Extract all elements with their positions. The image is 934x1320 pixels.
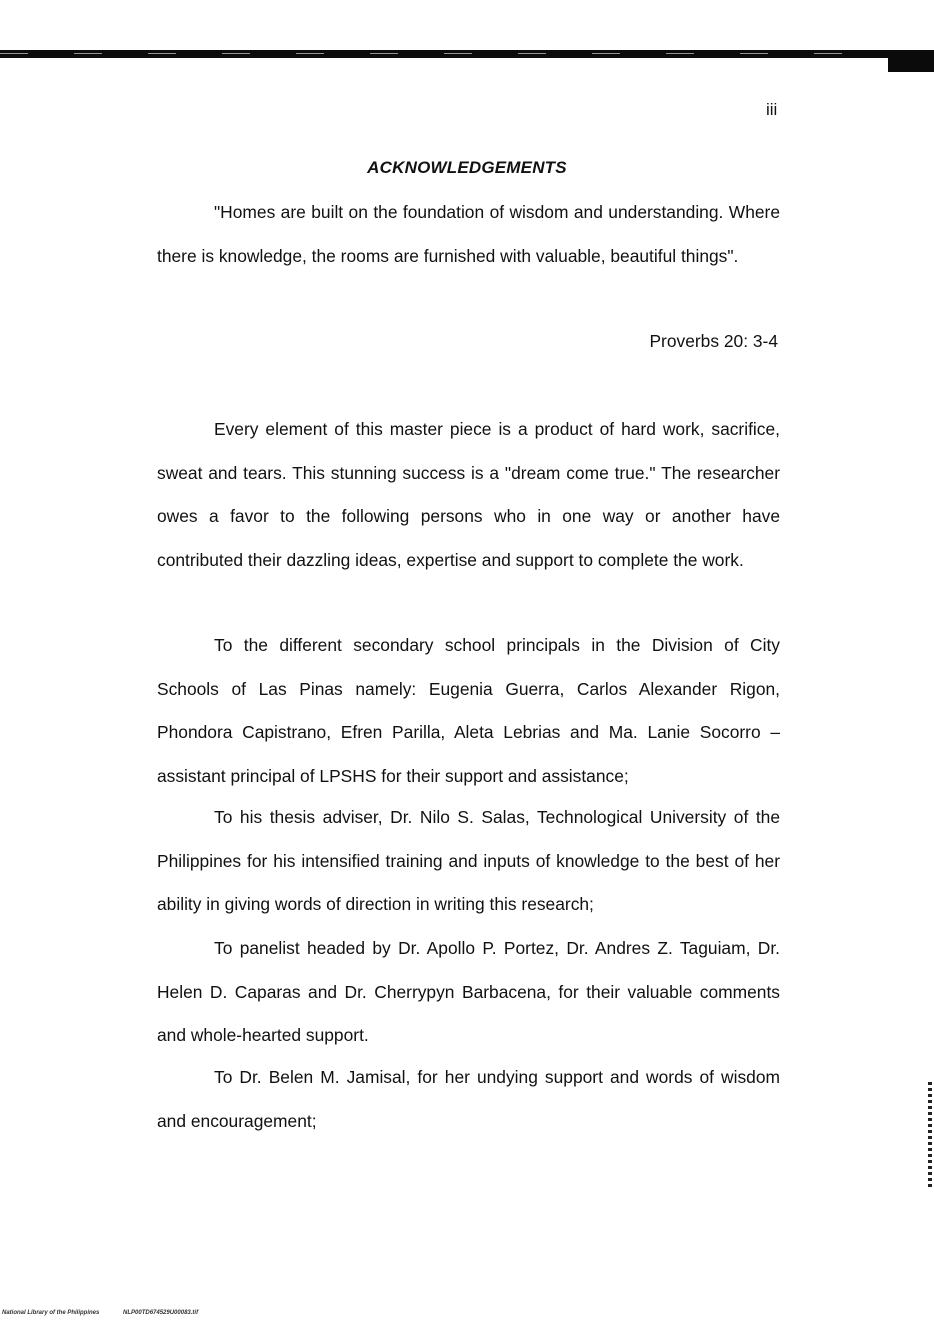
epigraph-citation: Proverbs 20: 3-4 [649, 331, 778, 351]
paragraph: To his thesis adviser, Dr. Nilo S. Salas, Technological University of the Philippines for his intensified training and inputs of knowledge to the best of her ability in giving words of direction in writing this research; [157, 807, 780, 914]
scan-corner-mark [888, 50, 934, 72]
paragraph: To the different secondary school principals in the Division of City Schools of Las Pinas namely: Eugenia Guerra, Carlos Alexander Rigon, Phondora Capistrano, Efren Parilla, Aleta Lebrias and Ma. Lanie Socorro –assistant principal of LPSHS for their support and assistance; [157, 635, 780, 786]
scan-top-border [0, 50, 888, 58]
page-number: iii [766, 100, 778, 119]
paragraph: To panelist headed by Dr. Apollo P. Portez, Dr. Andres Z. Taguiam, Dr. Helen D. Caparas and Dr. Cherrypyn Barbacena, for their valuable comments and whole-hearted support. [157, 938, 780, 1045]
epigraph-quote: "Homes are built on the foundation of wisdom and understanding. Where there is knowledge, the rooms are furnished with valuable, beautiful things". [157, 202, 780, 266]
page-title: ACKNOWLEDGEMENTS [367, 158, 567, 177]
paragraph: To Dr. Belen M. Jamisal, for her undying support and words of wisdom and encouragement; [157, 1067, 780, 1131]
scan-footer [2, 1310, 220, 1316]
footer-library: National Library of the Philippines [2, 1310, 100, 1316]
footer-file-id: NLP00TD674529U00083.tif [123, 1310, 199, 1316]
paragraph: Every element of this master piece is a product of hard work, sacrifice, sweat and tears. This stunning success is a "dream come true." The researcher owes a favor to the following persons who in one way or another have contributed their dazzling ideas, expertise and support to complete the work. [157, 419, 780, 570]
scan-top-border-noise [0, 53, 880, 54]
scan-edge-mark [928, 1082, 932, 1190]
